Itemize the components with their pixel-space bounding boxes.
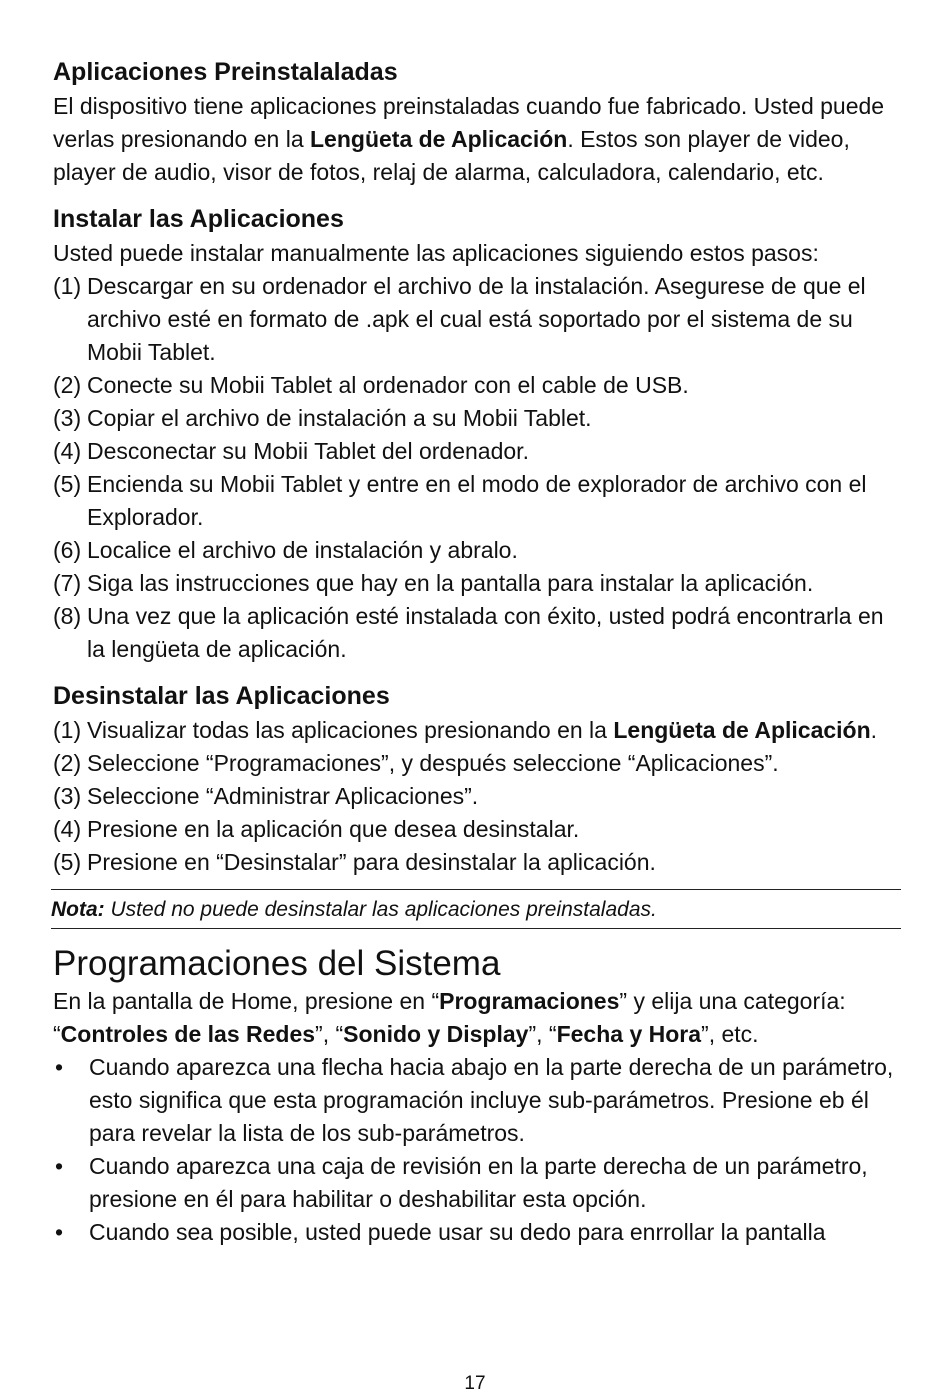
paragraph (53, 90, 903, 189)
list-item (53, 600, 903, 666)
step-number: (3) (53, 783, 82, 809)
step-text: Descargar en su ordenador el archivo de la instalación. Asegurese de que el archivo esté en formato de .apk el cual está soportado por el sistema de su Mobii Tablet. (87, 273, 866, 365)
step-number: (1) (53, 717, 82, 743)
list-item (53, 270, 903, 369)
step-text: Seleccione “Programaciones”, y después seleccione “Aplicaciones”. (87, 750, 779, 776)
section-heading: Aplicaciones Preinstalaladas (53, 58, 398, 86)
note-box (51, 889, 901, 929)
section-uninstall-apps (53, 678, 903, 879)
list-item (53, 1150, 903, 1216)
bullet-text: Cuando aparezca una caja de revisión en la parte derecha de un parámetro, presione en él para habilitar o deshabilitar esta opción. (89, 1153, 868, 1212)
bullet-text: Cuando aparezca una flecha hacia abajo en la parte derecha de un parámetro, esto significa que esta programación incluye sub-parámetros. Presione eb él para revelar la lista de los sub-parámetros. (89, 1054, 894, 1146)
section-system-settings (53, 943, 903, 1249)
note-text: Usted no puede desinstalar las aplicaciones preinstaladas. (104, 898, 657, 921)
section-heading: Desinstalar las Aplicaciones (53, 682, 390, 710)
step-text: Desconectar su Mobii Tablet del ordenador. (87, 438, 529, 464)
paragraph: Usted puede instalar manualmente las aplicaciones siguiendo estos pasos: (53, 240, 819, 266)
step-text: Presione en “Desinstalar” para desinstalar la aplicación. (87, 849, 656, 875)
step-number: (4) (53, 816, 82, 842)
text-run: ” y elija una categoría: “ (53, 988, 846, 1047)
step-number: (4) (53, 438, 82, 464)
step-number: (5) (53, 471, 82, 497)
step-number: (2) (53, 750, 82, 776)
bullet-text: Cuando sea posible, usted puede usar su dedo para enrrollar la pantalla (89, 1219, 826, 1245)
step-text: Copiar el archivo de instalación a su Mobii Tablet. (87, 405, 592, 431)
step-text: Localice el archivo de instalación y abralo. (87, 537, 518, 563)
step-text: Una vez que la aplicación esté instalada con éxito, usted podrá encontrarla en la lengüeta de aplicación. (87, 603, 884, 662)
bullet-icon: • (55, 1153, 64, 1179)
step-number: (5) (53, 849, 82, 875)
install-steps-list (53, 270, 903, 666)
document-page (53, 54, 903, 1249)
list-item (53, 846, 903, 879)
section-heading: Instalar las Aplicaciones (53, 205, 344, 233)
text-run: ”, etc. (701, 1021, 759, 1047)
bold-term: Programaciones (439, 988, 620, 1014)
list-item (53, 813, 903, 846)
list-item (53, 747, 903, 780)
step-number: (6) (53, 537, 82, 563)
paragraph (53, 985, 903, 1051)
section-preinstalled-apps (53, 54, 903, 189)
list-item (53, 714, 903, 747)
list-item (53, 1051, 903, 1150)
text-run: ”, “ (528, 1021, 557, 1047)
section-install-apps (53, 201, 903, 666)
bullet-icon: • (55, 1219, 64, 1245)
step-number: (8) (53, 603, 82, 629)
list-item (53, 780, 903, 813)
list-item (53, 435, 903, 468)
chapter-heading: Programaciones del Sistema (53, 944, 501, 983)
list-item (53, 534, 903, 567)
bold-term: Fecha y Hora (556, 1021, 702, 1047)
text-run: Visualizar todas las aplicaciones presionando en la (87, 717, 614, 743)
step-number: (3) (53, 405, 82, 431)
step-text: Conecte su Mobii Tablet al ordenador con el cable de USB. (87, 372, 689, 398)
step-number: (2) (53, 372, 82, 398)
bold-term: Controles de las Redes (60, 1021, 316, 1047)
bold-term: Sonido y Display (343, 1021, 529, 1047)
step-number: (1) (53, 273, 82, 299)
page-number: 17 (464, 1373, 486, 1394)
text-run: ”, “ (315, 1021, 344, 1047)
list-item (53, 402, 903, 435)
step-text: Encienda su Mobii Tablet y entre en el modo de explorador de archivo con el Explorador. (87, 471, 867, 530)
text-run: En la pantalla de Home, presione en “ (53, 988, 440, 1014)
step-text: Seleccione “Administrar Aplicaciones”. (87, 783, 479, 809)
text-run: . (870, 717, 878, 743)
text-run: . Estos son player de video, player de audio, visor de fotos, relaj de alarma, calculadora, calendario, etc. (53, 126, 850, 185)
list-item (53, 369, 903, 402)
uninstall-steps-list (53, 714, 903, 879)
text-run: El dispositivo tiene aplicaciones preinstaladas cuando fue fabricado. Usted puede verlas presionando en la (53, 93, 885, 152)
bullet-list (53, 1051, 903, 1249)
step-text: Presione en la aplicación que desea desinstalar. (87, 816, 580, 842)
list-item (53, 468, 903, 534)
note-label: Nota: (51, 898, 105, 921)
list-item (53, 567, 903, 600)
list-item (53, 1216, 903, 1249)
step-text: Siga las instrucciones que hay en la pantalla para instalar la aplicación. (87, 570, 814, 596)
bold-term: Lengüeta de Aplicación (613, 717, 871, 743)
step-number: (7) (53, 570, 82, 596)
step-text (87, 714, 903, 747)
bullet-icon: • (55, 1054, 64, 1080)
bold-term: Lengüeta de Aplicación (310, 126, 568, 152)
